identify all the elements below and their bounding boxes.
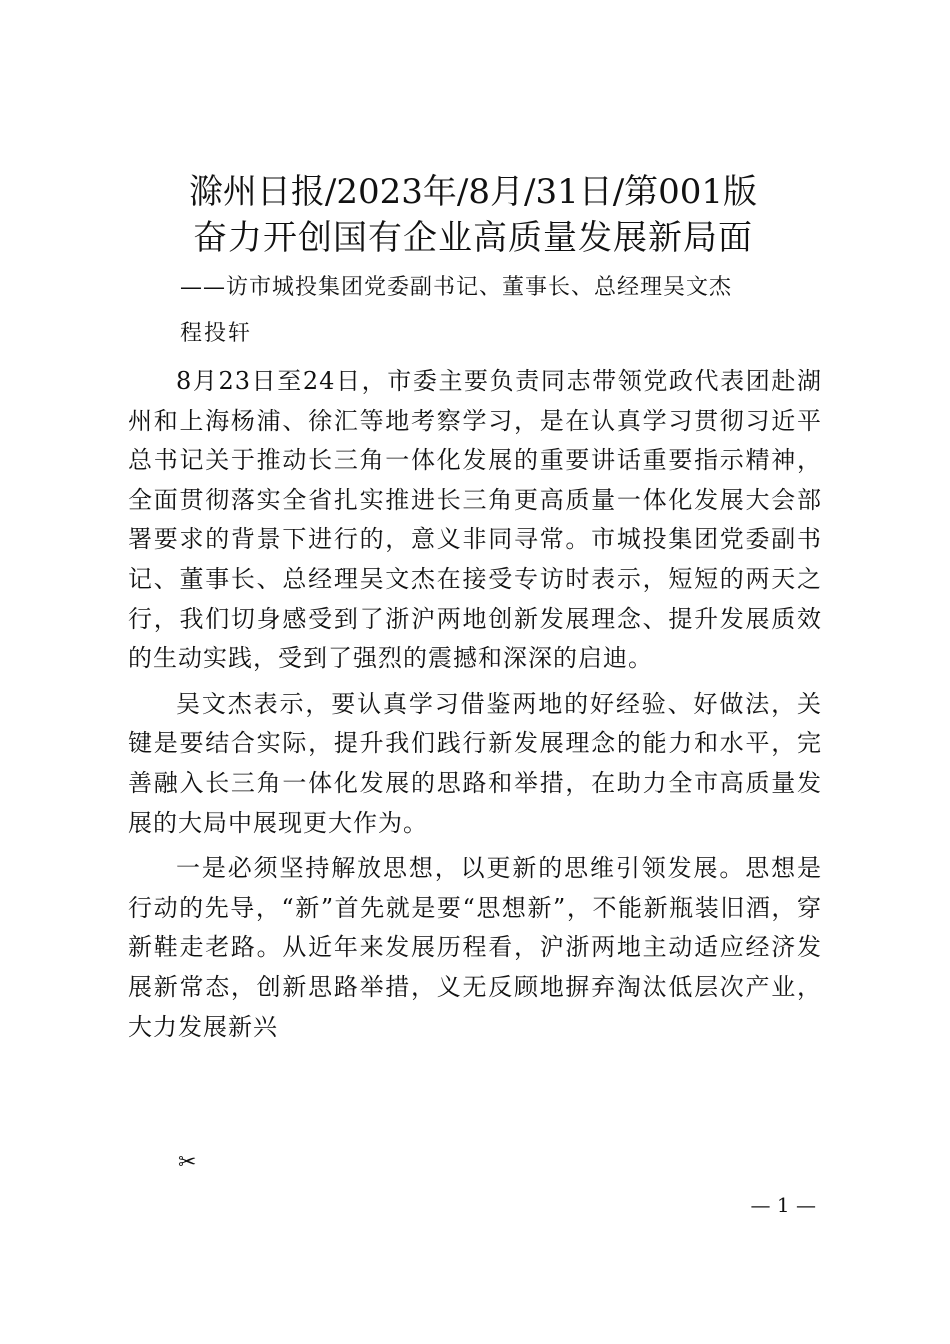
- paragraph-3: 一是必须坚持解放思想，以更新的思维引领发展。思想是行动的先导，“新”首先就是要“思想新”，不能新瓶装旧酒，穿新鞋走老路。从近年来发展历程看，沪浙两地主动适应经济发展新常态，创新思路举措，义无反顾地摒弃淘汰低层次产业，大力发展新兴: [128, 854, 822, 1041]
- headline: 奋力开创国有企业高质量发展新局面: [193, 218, 753, 258]
- scissors-icon: ✂: [178, 1150, 197, 1175]
- paragraph-1: 8月23日至24日，市委主要负责同志带领党政代表团赴湖州和上海杨浦、徐汇等地考察学习，是在认真学习贯彻习近平总书记关于推动长三角一体化发展的重要讲话重要指示精神，全面贯彻落实全省扎实推进长三角更高质量一体化发展大会部署要求的背景下进行的，意义非同寻常。市城投集团党委副书记、董事长、总经理吴文杰在接受专访时表示，短短的两天之行，我们切身感受到了浙沪两地创新发展理念、提升发展质效的生动实践，受到了强烈的震撼和深深的启迪。: [128, 367, 822, 673]
- page-number: — 1 —: [750, 1193, 816, 1217]
- subheadline: ——访市城投集团党委副书记、董事长、总经理吴文杰: [180, 275, 733, 300]
- paragraph-2: 吴文杰表示，要认真学习借鉴两地的好经验、好做法，关键是要结合实际，提升我们践行新发展理念的能力和水平，完善融入长三角一体化发展的思路和举措，在助力全市高质量发展的大局中展现更大作为。: [128, 689, 822, 837]
- source-line: 滁州日报/2023年/8月/31日/第001版: [188, 172, 758, 212]
- article-body: [128, 362, 822, 1053]
- author-byline: 程投轩: [180, 321, 253, 346]
